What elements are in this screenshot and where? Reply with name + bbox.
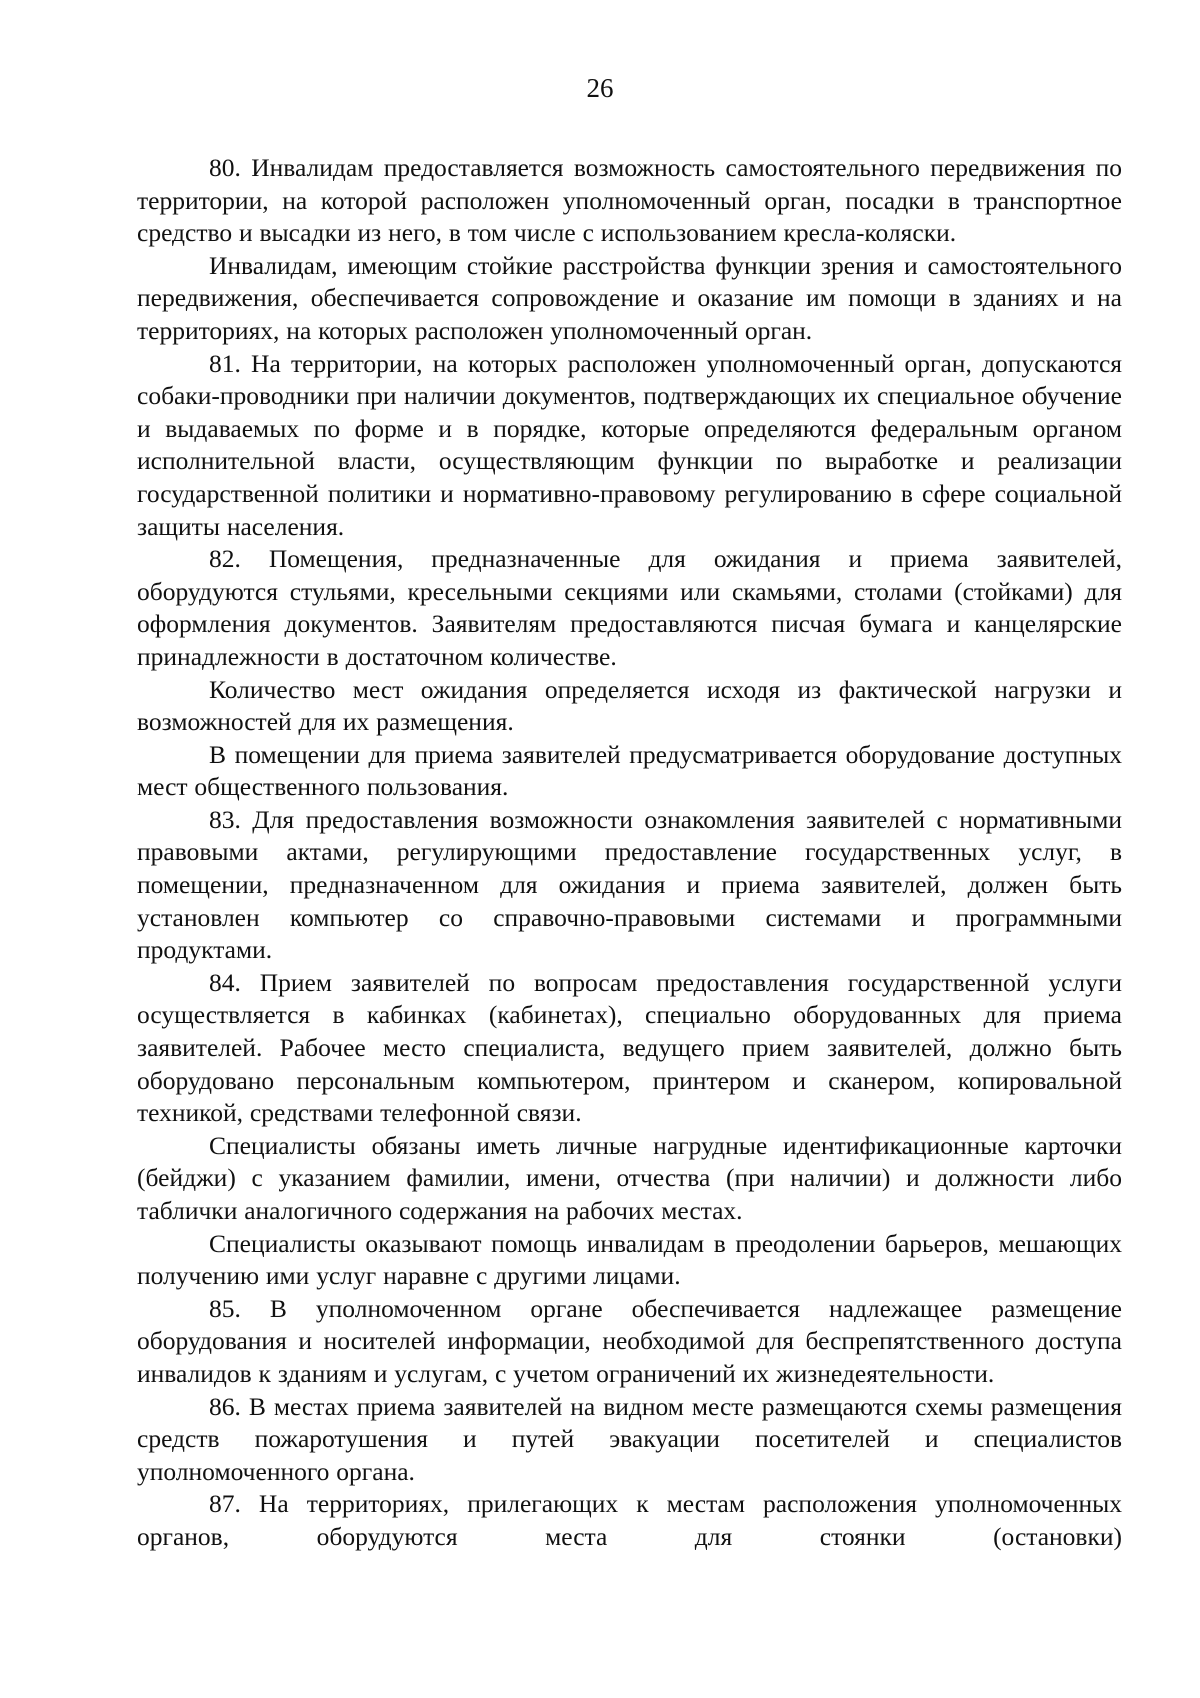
document-body — [137, 152, 1122, 1554]
paragraph-82: 82. Помещения, предназначенные для ожидания и приема заявителей, оборудуются стульями, кресельными секциями или скамьями, столами (стойками) для оформления документов. Заявителям предоставляются писчая бумага и канцелярские принадлежности в достаточном количестве. — [137, 544, 1122, 671]
paragraph-82-public-facilities: В помещении для приема заявителей предусматривается оборудование доступных мест общественного пользования. — [137, 739, 1122, 802]
paragraph-85: 85. В уполномоченном органе обеспечивается надлежащее размещение оборудования и носителей информации, необходимой для беспрепятственного доступа инвалидов к зданиям и услугам, с учетом ограничений их жизнедеятельности. — [137, 1293, 1122, 1388]
paragraph-87: 87. На территориях, прилегающих к местам расположения уполномоченных органов, оборудуются места для стоянки (остановки) — [137, 1489, 1122, 1551]
paragraph-84-badges: Специалисты обязаны иметь личные нагрудные идентификационные карточки (бейджи) с указанием фамилии, имени, отчества (при наличии) и должности либо таблички аналогичного содержания на рабочих местах. — [137, 1130, 1122, 1225]
paragraph-80: 80. Инвалидам предоставляется возможность самостоятельного передвижения по территории, на которой расположен уполномоченный орган, посадки в транспортное средство и высадки из него, в том числе с использованием кресла-коляски. — [137, 153, 1122, 248]
paragraph-84-assistance: Специалисты оказывают помощь инвалидам в преодолении барьеров, мешающих получению ими услуг наравне с другими лицами. — [137, 1228, 1122, 1291]
paragraph-83: 83. Для предоставления возможности ознакомления заявителей с нормативными правовыми актами, регулирующими предоставление государственных услуг, в помещении, предназначенном для ожидания и приема заявителей, должен быть установлен компьютер со справочно-правовыми системами и программными продуктами. — [137, 804, 1122, 965]
paragraph-81: 81. На территории, на которых расположен уполномоченный орган, допускаются собаки-проводники при наличии документов, подтверждающих их специальное обучение и выдаваемых по форме и в порядке, которые определяются федеральным органом исполнительной власти, осуществляющим функции по выработке и реализации государственной политики и нормативно-правовому регулированию в сфере социальной защиты населения. — [137, 348, 1122, 541]
paragraph-80-vision-impaired: Инвалидам, имеющим стойкие расстройства функции зрения и самостоятельного передвижения, обеспечивается сопровождение и оказание им помощи в зданиях и на территориях, на которых расположен уполномоченный орган. — [137, 250, 1122, 345]
paragraph-82-waiting-places: Количество мест ожидания определяется исходя из фактической нагрузки и возможностей для их размещения. — [137, 674, 1122, 737]
paragraph-84: 84. Прием заявителей по вопросам предоставления государственной услуги осуществляется в кабинках (кабинетах), специально оборудованных для приема заявителей. Рабочее место специалиста, ведущего прием заявителей, должно быть оборудовано персональным компьютером, принтером и сканером, копировальной техникой, средствами телефонной связи. — [137, 967, 1122, 1128]
paragraph-86: 86. В местах приема заявителей на видном месте размещаются схемы размещения средств пожаротушения и путей эвакуации посетителей и специалистов уполномоченного органа. — [137, 1391, 1122, 1486]
page-number: 26 — [586, 73, 614, 103]
